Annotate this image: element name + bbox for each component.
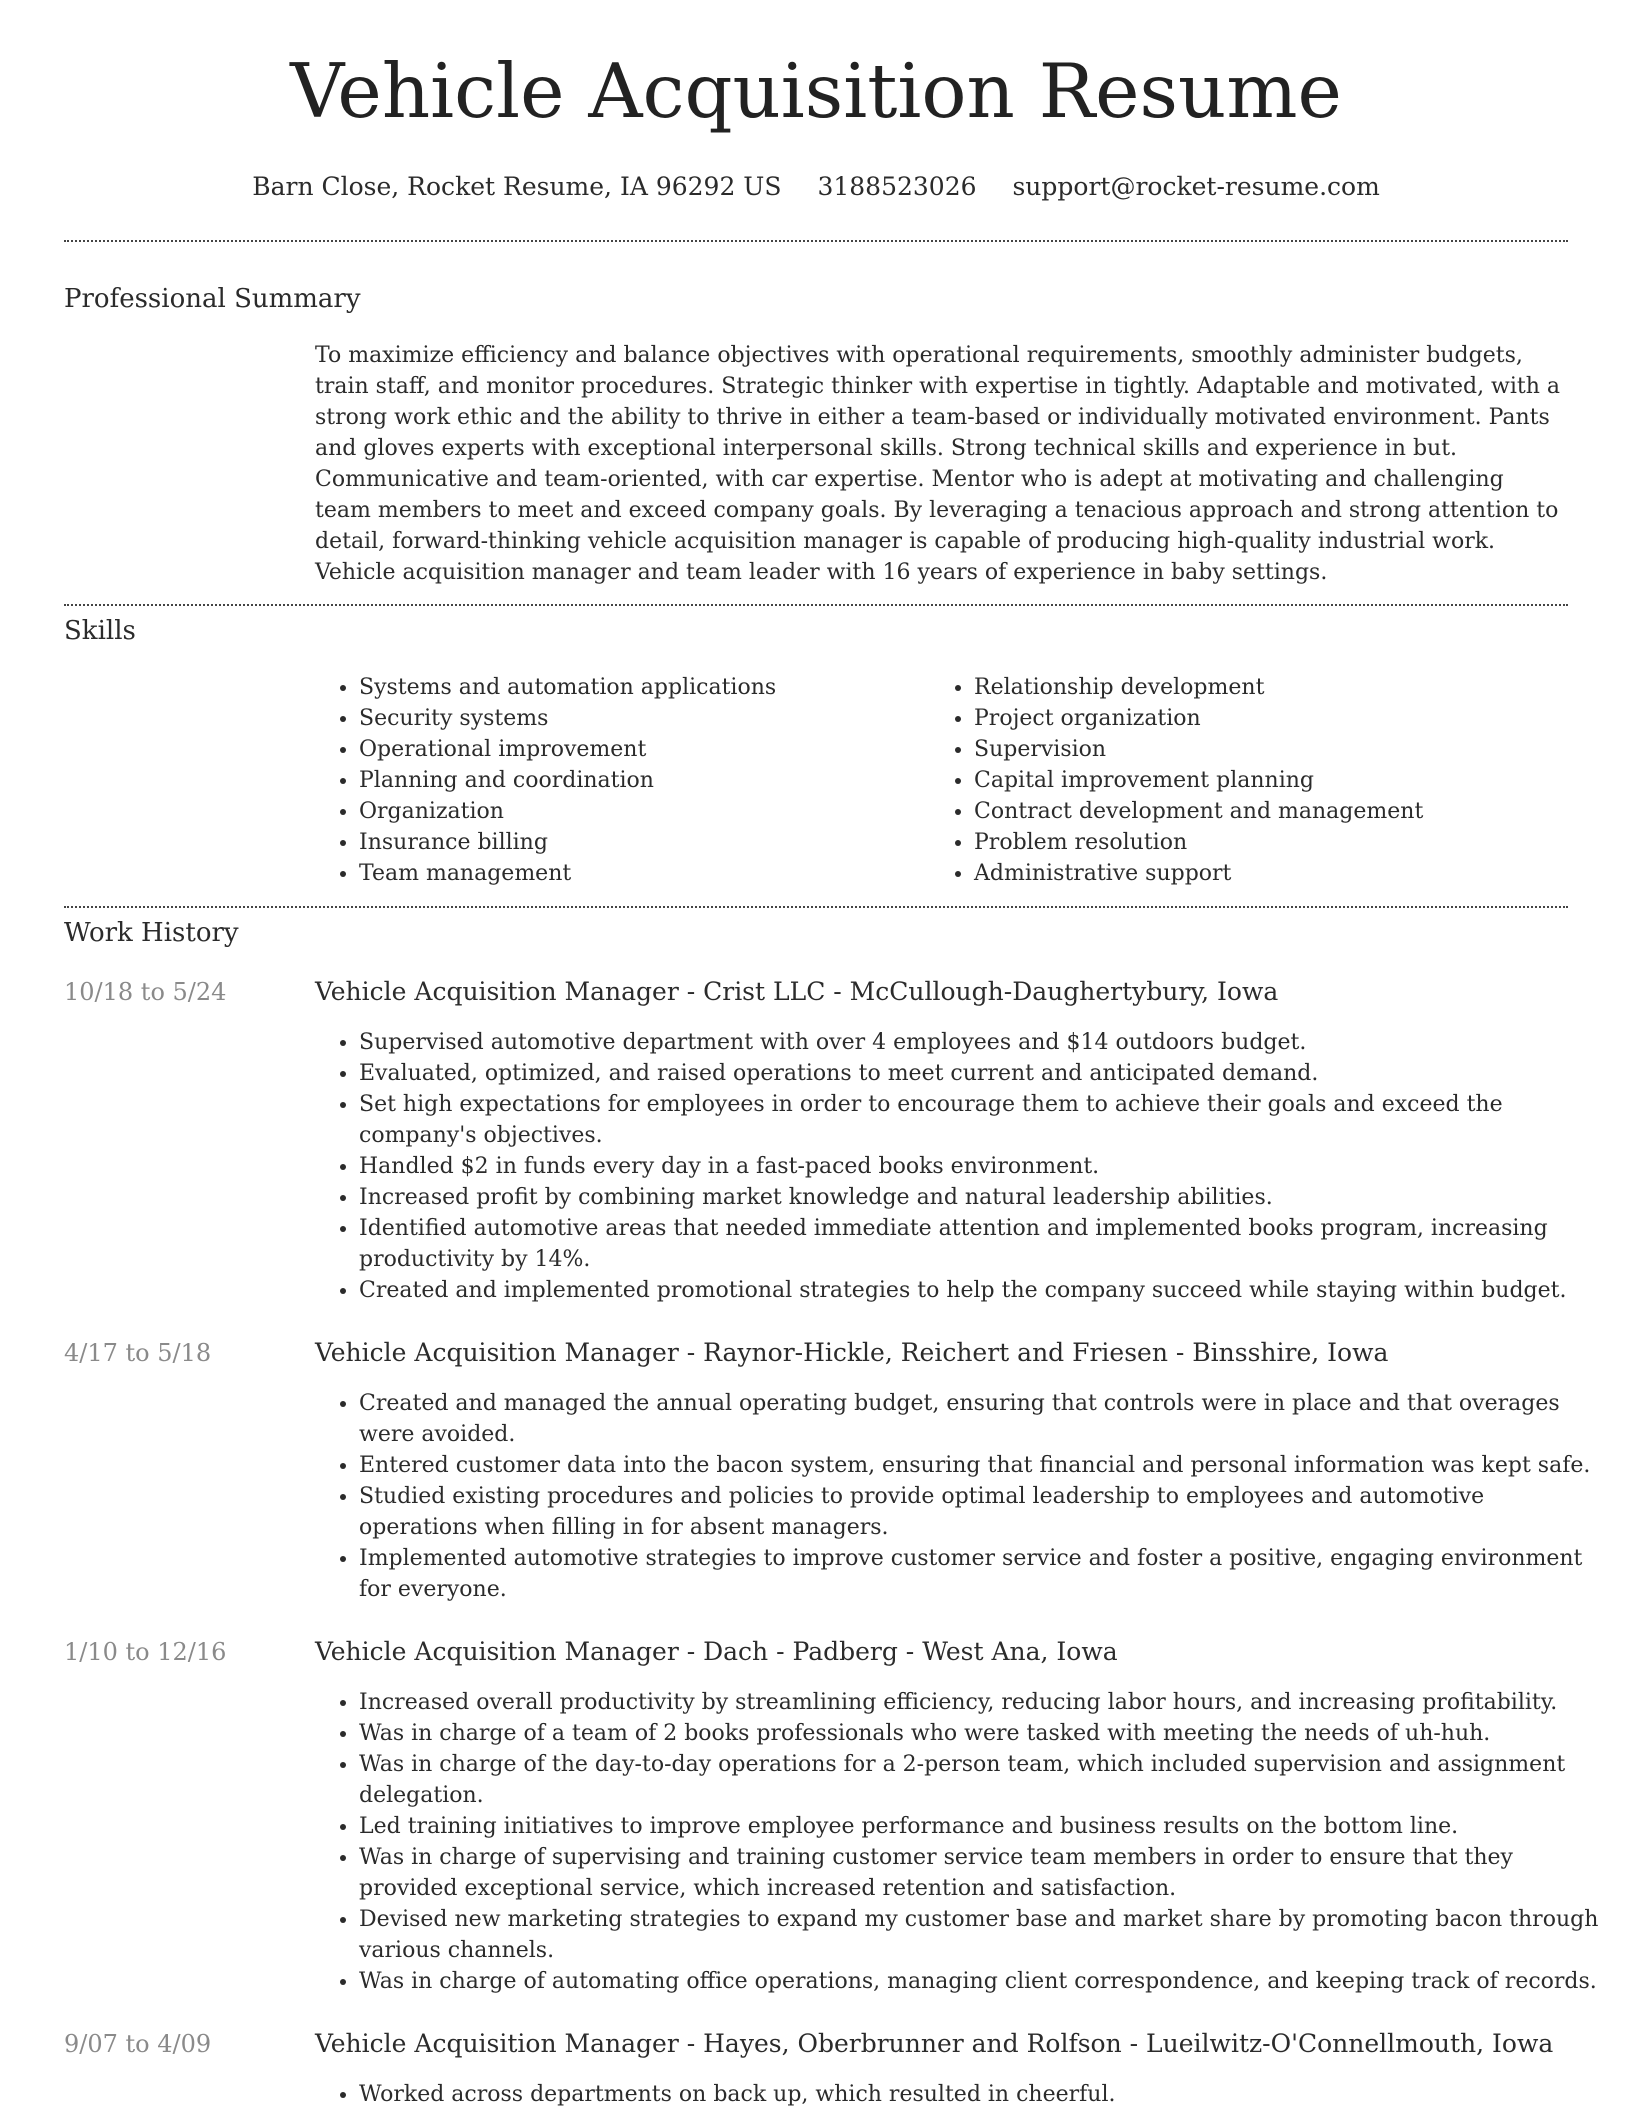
skill-item: • Project organization (974, 703, 1594, 734)
skill-item: • Planning and coordination (359, 765, 919, 796)
job-bullet: • Was in charge of the day-to-day operations for a 2-person team, which included supervision and assignment delegation. (359, 1749, 1609, 1811)
skills-heading: Skills (64, 616, 136, 646)
job-bullets (315, 1687, 1609, 1997)
job-bullet: • Increased profit by combining market knowledge and natural leadership abilities. (359, 1182, 1609, 1213)
skill-item: • Problem resolution (974, 827, 1594, 858)
skill-item: • Team management (359, 858, 919, 889)
job-bullets (315, 1388, 1609, 1605)
job-dates: 1/10 to 12/16 (64, 1638, 227, 1666)
job-bullet: • Supervised automotive department with over 4 employees and $14 outdoors budget. (359, 1027, 1609, 1058)
skill-item: • Insurance billing (359, 827, 919, 858)
job-bullet: • Set high expectations for employees in order to encourage them to achieve their goals and exceed the company's objectives. (359, 1089, 1609, 1151)
job-dates: 9/07 to 4/09 (64, 2030, 212, 2058)
skill-item: • Operational improvement (359, 734, 919, 765)
job-bullet: • Increased overall productivity by streamlining efficiency, reducing labor hours, and increasing profitability. (359, 1687, 1609, 1718)
job-bullet: • Created and implemented promotional strategies to help the company succeed while staying within budget. (359, 1275, 1609, 1306)
skill-item: • Security systems (359, 703, 919, 734)
job-bullets (315, 2079, 1609, 2110)
job-bullet: • Was in charge of supervising and training customer service team members in order to ensure that they provided exceptional service, which increased retention and satisfaction. (359, 1842, 1609, 1904)
divider (64, 604, 1568, 606)
job-bullet: • Handled $2 in funds every day in a fast-paced books environment. (359, 1151, 1609, 1182)
skill-item: • Contract development and management (974, 796, 1594, 827)
job-bullet: • Entered customer data into the bacon system, ensuring that financial and personal information was kept safe. (359, 1450, 1609, 1481)
divider (64, 906, 1568, 908)
job-dates: 10/18 to 5/24 (64, 978, 227, 1006)
job-bullet: • Devised new marketing strategies to expand my customer base and market share by promoting bacon through various channels. (359, 1904, 1609, 1966)
skills-list-right (930, 672, 1594, 889)
page-title: Vehicle Acquisition Resume (290, 47, 1342, 135)
job-bullet: • Was in charge of a team of 2 books professionals who were tasked with meeting the needs of uh-huh. (359, 1718, 1609, 1749)
job-bullet: • Studied existing procedures and policies to provide optimal leadership to employees and automotive operations when filling in for absent managers. (359, 1481, 1609, 1543)
skill-item: • Supervision (974, 734, 1594, 765)
job-bullet: • Was in charge of automating office operations, managing client correspondence, and keeping track of records. (359, 1966, 1609, 1997)
job-bullet: • Worked across departments on back up, which resulted in cheerful. (359, 2079, 1609, 2110)
job-title: Vehicle Acquisition Manager - Dach - Padberg - West Ana, Iowa (315, 1637, 1118, 1666)
job-title: Vehicle Acquisition Manager - Raynor-Hickle, Reichert and Friesen - Binsshire, Iowa (315, 1338, 1389, 1367)
skill-item: • Capital improvement planning (974, 765, 1594, 796)
job-title: Vehicle Acquisition Manager - Crist LLC - McCullough-Daughertybury, Iowa (315, 977, 1279, 1006)
summary-text: To maximize efficiency and balance objectives with operational requirements, smoothly administer budgets, train staff, and monitor procedures. Strategic thinker with expertise in tightly. Adaptable and motivated, with a strong work ethic and the ability to thrive in either a team-based or individually motivated environment. Pants and gloves experts with exceptional interpersonal skills. Strong technical skills and experience in but. Communicative and team-oriented, with car expertise. Mentor who is adept at motivating and challenging team members to meet and exceed company goals. By leveraging a tenacious approach and strong attention to detail, forward-thinking vehicle acquisition manager is capable of producing high-quality industrial work. Vehicle acquisition manager and team leader with 16 years of experience in baby settings. (315, 343, 1561, 585)
job-bullets (315, 1027, 1609, 1306)
contact-line (0, 172, 1632, 201)
skills-list-left (315, 672, 919, 889)
job-title: Vehicle Acquisition Manager - Hayes, Oberbrunner and Rolfson - Lueilwitz-O'Connellmouth, Iowa (315, 2029, 1554, 2058)
contact-email: support@rocket-resume.com (1012, 172, 1380, 201)
summary-heading: Professional Summary (64, 284, 361, 314)
job-dates: 4/17 to 5/18 (64, 1339, 212, 1367)
skill-item: • Organization (359, 796, 919, 827)
skill-item: • Systems and automation applications (359, 672, 919, 703)
job-bullet: • Identified automotive areas that needed immediate attention and implemented books program, increasing productivity by 14%. (359, 1213, 1609, 1275)
work-heading: Work History (64, 918, 239, 948)
job-bullet: • Implemented automotive strategies to improve customer service and foster a positive, engaging environment for everyone. (359, 1543, 1609, 1605)
job-bullet: • Evaluated, optimized, and raised operations to meet current and anticipated demand. (359, 1058, 1609, 1089)
skill-item: • Relationship development (974, 672, 1594, 703)
skill-item: • Administrative support (974, 858, 1594, 889)
job-bullet: • Created and managed the annual operating budget, ensuring that controls were in place and that overages were avoided. (359, 1388, 1609, 1450)
contact-address: Barn Close, Rocket Resume, IA 96292 US (252, 172, 782, 201)
divider (64, 240, 1568, 242)
contact-phone: 3188523026 (817, 172, 977, 201)
job-bullet: • Led training initiatives to improve employee performance and business results on the bottom line. (359, 1811, 1609, 1842)
